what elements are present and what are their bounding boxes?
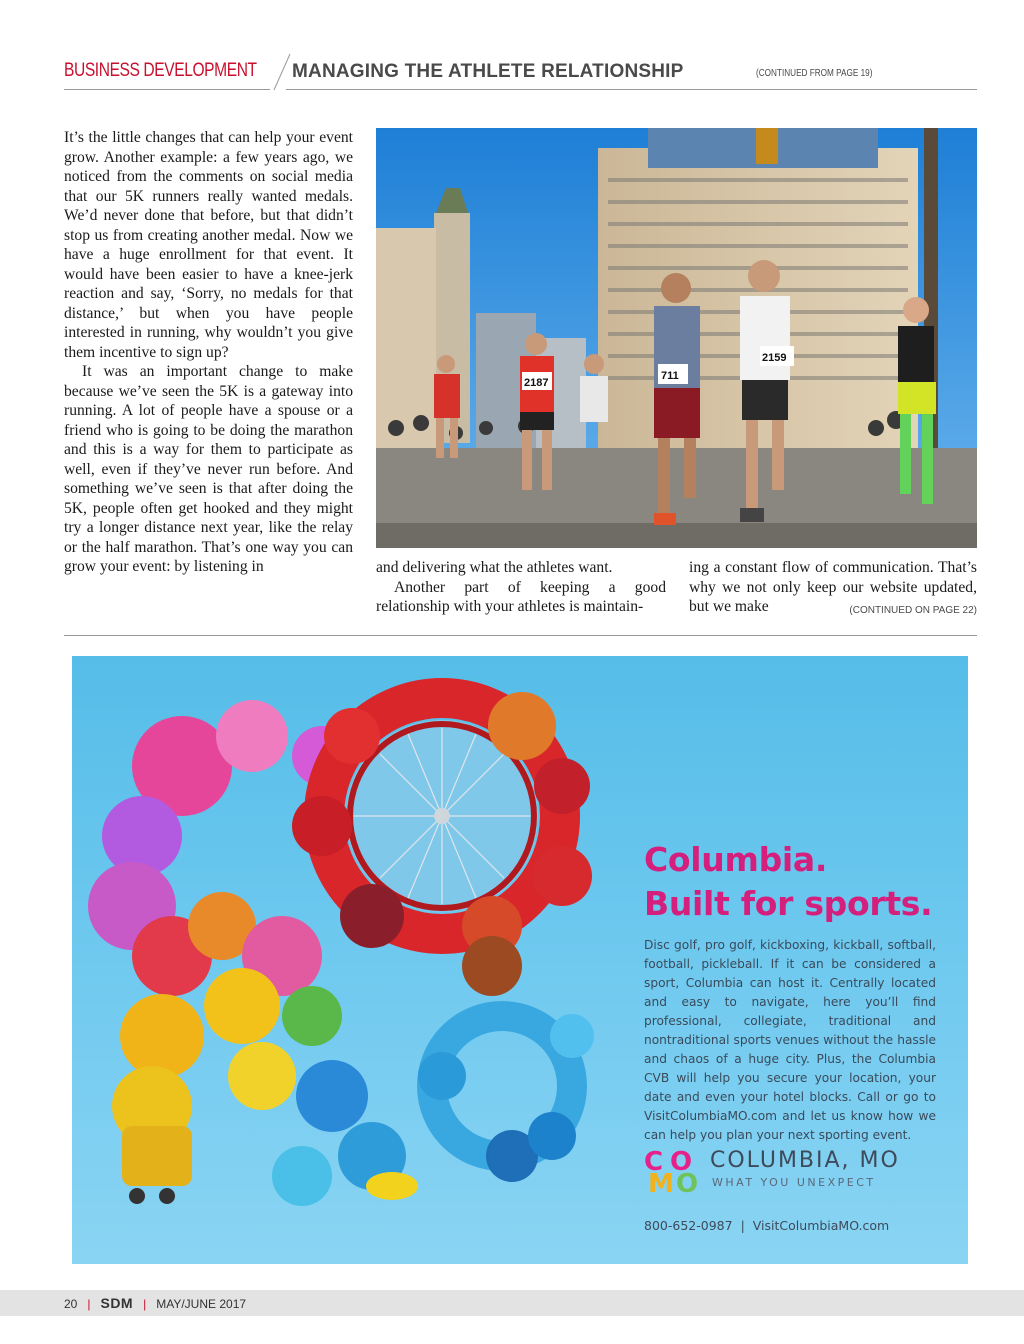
- bib-number: 2159: [762, 352, 787, 364]
- paragraph: Another part of keeping a good relationship with your athletes is maintain-: [376, 578, 666, 615]
- header-rule-right: [286, 89, 977, 90]
- ad-body-copy: Disc golf, pro golf, kickboxing, kickball, softball, football, pickleball. If it can be considered a sport, Columbia can host it. Centrally located and easy to navigate, here you’ll find professional, collegiate, traditional and nontraditional sports venues without the hassle and chaos of a huge city. Plus, the Columbia CVB will help you secure your location, your date and even your hotel blocks. Call or go to VisitColumbiaMO.com and let us know how we can help you plan your next sporting event.: [644, 938, 936, 1142]
- article-title: MANAGING THE ATHLETE RELATIONSHIP: [292, 61, 684, 82]
- article-column-3: [689, 558, 977, 621]
- phone-number[interactable]: 800-652-0987: [644, 1218, 733, 1233]
- svg-text:O: O: [670, 1147, 693, 1177]
- paragraph-text: ing a constant flow of communication. That’s why we not only keep our website updated, but we make: [689, 559, 977, 615]
- paragraph: It was an important change to make because we’ve seen the 5K is a gateway into running. A lot of people have a spouse or a friend who is going to be doing the marathon and this is a way for them to participate as well, even if they’ve never run before. And something we’ve seen is that after doing the 5K, people often get hooked and they might try a longer distance next year, like the relay or the half marathon. That’s one way you can grow your event: by listening in: [64, 363, 353, 575]
- header-rule-left: [64, 89, 270, 90]
- page-number: 20: [64, 1297, 78, 1311]
- paragraph: [689, 558, 977, 617]
- ad-headline-line-2: Built for sports.: [644, 884, 933, 923]
- logo-tagline: WHAT YOU UNEXPECT: [712, 1176, 876, 1189]
- bib-number: 2187: [524, 377, 549, 389]
- article-column-1: [64, 128, 353, 577]
- separator: |: [740, 1218, 745, 1233]
- footer-separator: |: [143, 1297, 147, 1311]
- paragraph: and delivering what the athletes want.: [376, 559, 613, 576]
- article-column-2: [376, 558, 666, 617]
- paragraph: It’s the little changes that can help your event grow. Another example: a few years ago, we noticed from the comments on social media that our 5K runners really wanted medals. We’d never done that before, but that didn’t stop us from creating another medal. Now we have a huge enrollment for that event. It would have been easier to have a knee-jerk reaction and say, ‘Sorry, no medals for that distance,’ but when you have people interested in running, why wouldn’t you give them incentive to sign up?: [64, 129, 353, 361]
- svg-text:M: M: [648, 1169, 674, 1194]
- columbia-advertisement: [72, 656, 968, 1264]
- section-divider: [64, 635, 977, 636]
- ad-contact: [644, 1218, 889, 1233]
- issue-date: MAY/JUNE 2017: [156, 1297, 247, 1311]
- continued-from-note: (CONTINUED FROM PAGE 19): [756, 68, 873, 79]
- page-footer: [64, 1295, 246, 1311]
- marathon-photo: [376, 128, 977, 548]
- footer-separator: |: [87, 1297, 91, 1311]
- section-label: BUSINESS DEVELOPMENT: [64, 60, 257, 81]
- magazine-brand: SDM: [100, 1295, 134, 1311]
- header-slash-divider: [270, 52, 294, 92]
- logo-name: COLUMBIA, MO: [710, 1148, 900, 1173]
- svg-text:C: C: [644, 1147, 664, 1177]
- ad-headline: [644, 838, 964, 926]
- ad-headline-line-1: Columbia.: [644, 840, 828, 879]
- como-logo-mark: [644, 1146, 704, 1194]
- svg-text:O: O: [676, 1169, 699, 1194]
- website-link[interactable]: VisitColumbiaMO.com: [752, 1218, 890, 1233]
- bib-number: 711: [661, 370, 679, 382]
- mo-sports-equipment-art: [72, 656, 632, 1264]
- continued-on-link[interactable]: (CONTINUED ON PAGE 22): [849, 605, 977, 616]
- page-header: [64, 56, 977, 90]
- columbia-mo-logo: [644, 1146, 944, 1194]
